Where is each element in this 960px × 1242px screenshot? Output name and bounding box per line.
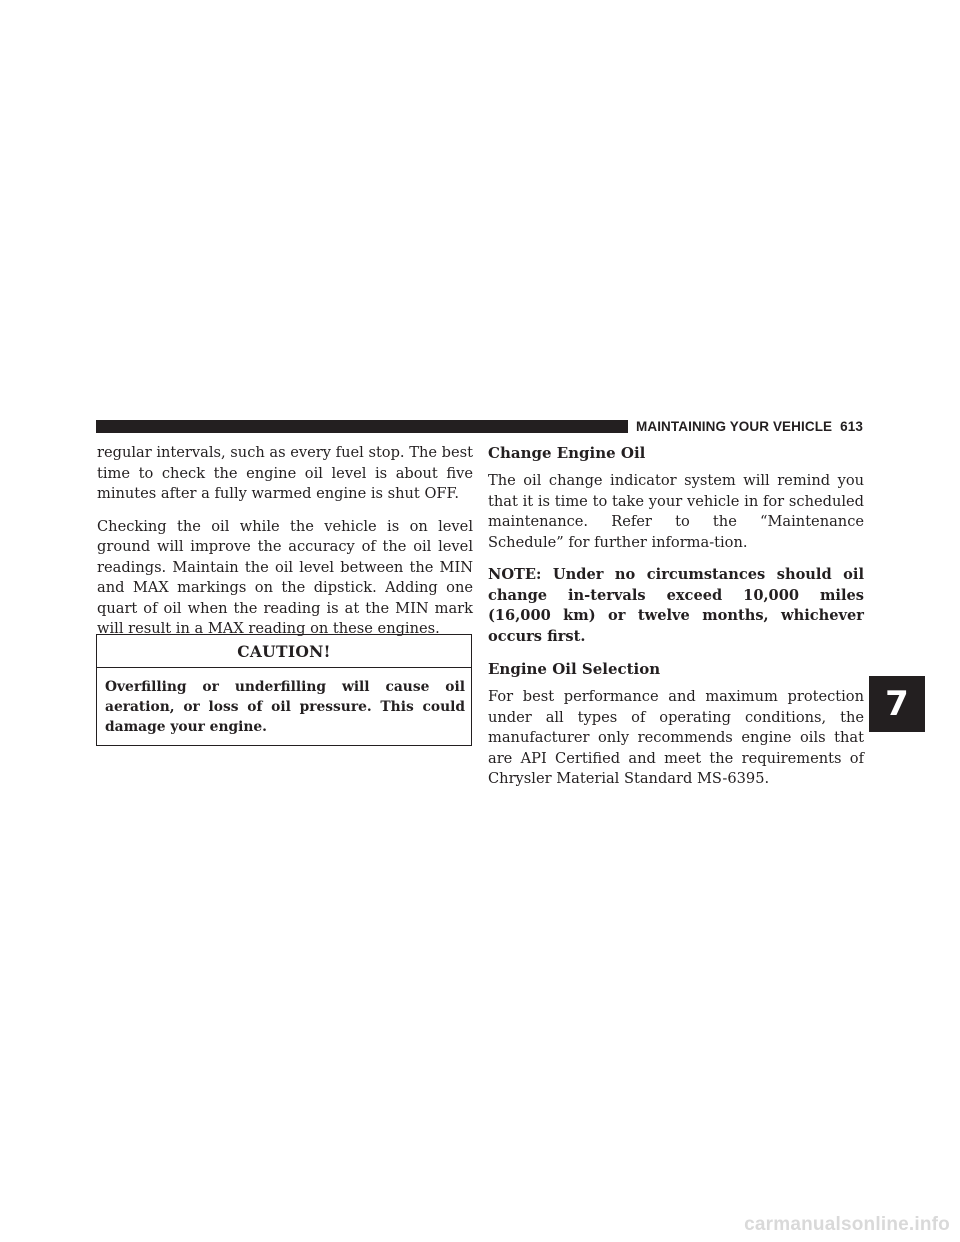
chapter-tab: 7 (869, 676, 925, 732)
page-number: 613 (840, 419, 863, 434)
caution-body: Overfilling or underfilling will cause oil aeration, or loss of oil pressure. This could damage your engine. (105, 679, 465, 735)
left-paragraph-1: regular intervals, such as every fuel stop. The best time to check the engine oil level is about five minutes after a fully warmed engine is shut OFF. (97, 444, 473, 502)
left-column (97, 443, 473, 652)
right-paragraph-2: For best performance and maximum protection under all types of operating conditions, the manufacturer only recommends engine oils that are API Certified and meet the requirements of Chrysler Material Standard MS-6395. (488, 688, 864, 787)
caution-title: CAUTION! (97, 635, 471, 668)
note-paragraph: NOTE: Under no circumstances should oil change in-tervals exceed 10,000 miles (16,000 km) or twelve months, whichever occurs first. (488, 566, 864, 645)
left-paragraph-2: Checking the oil while the vehicle is on level ground will improve the accuracy of the oil level readings. Maintain the oil level between the MIN and MAX markings on the dipstick. Adding one quart of oil when the reading is at the MIN mark will result in a MAX reading on these engines. (97, 517, 473, 637)
header-rule (96, 420, 628, 433)
right-paragraph-1: The oil change indicator system will remind you that it is time to take your vehicle in for scheduled maintenance. Refer to the “Maintenance Schedule” for further informa-tion. (488, 472, 864, 551)
caution-box (96, 634, 472, 746)
heading-change-engine-oil: Change Engine Oil (488, 444, 646, 462)
heading-engine-oil-selection: Engine Oil Selection (488, 660, 661, 678)
watermark-text: carmanualsonline.info (744, 1214, 950, 1235)
running-header (636, 419, 863, 434)
section-title: MAINTAINING YOUR VEHICLE (636, 419, 833, 434)
right-column (488, 443, 864, 802)
